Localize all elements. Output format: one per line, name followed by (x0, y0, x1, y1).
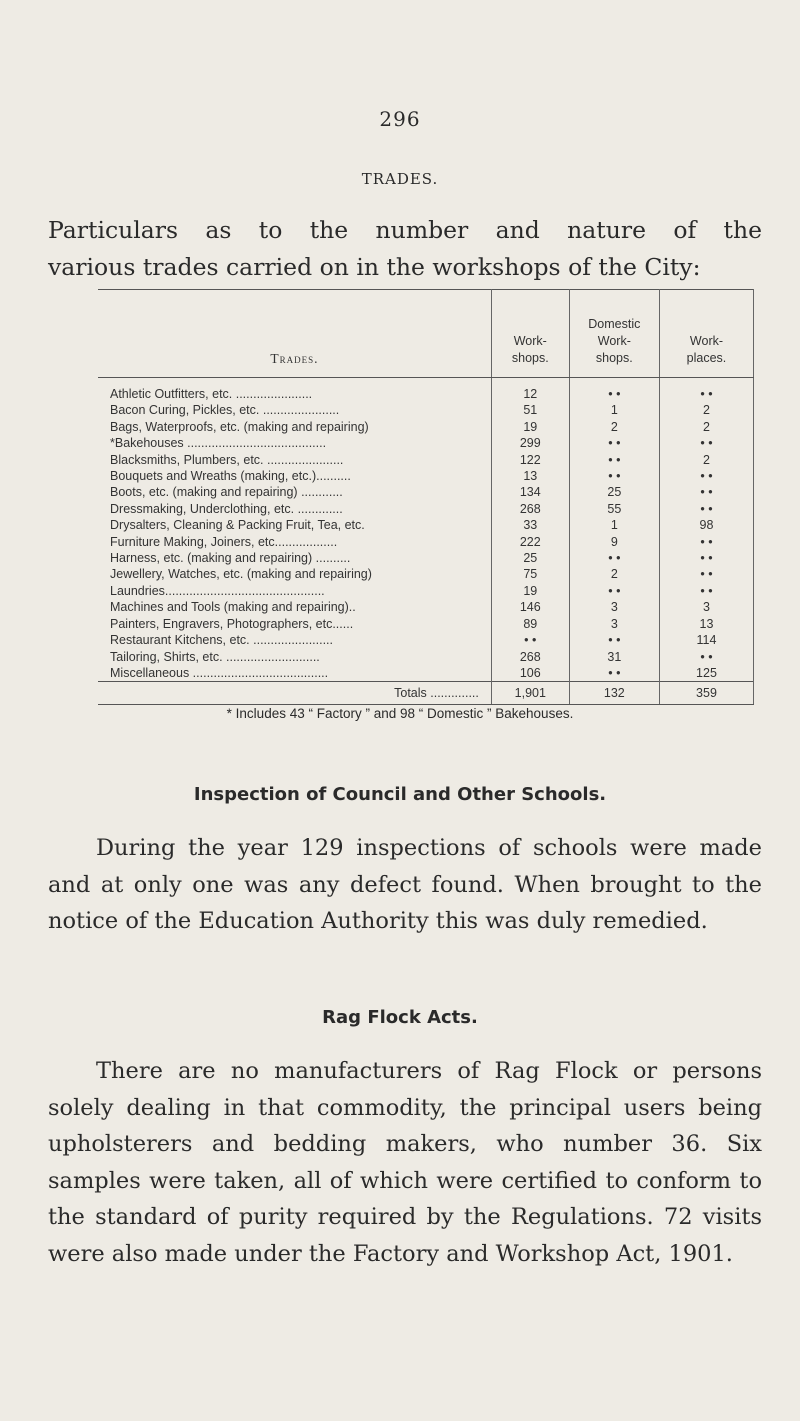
heading-line-2: various trades carried on in the workshops of the City: (48, 253, 701, 281)
workshops-count: 146 (491, 599, 569, 615)
domestic-count: 55 (569, 501, 659, 517)
trade-name: Bouquets and Wreaths (making, etc.).......... (98, 468, 491, 484)
trade-name: Furniture Making, Joiners, etc.................. (98, 534, 491, 550)
table-row (98, 517, 754, 533)
trade-name: Restaurant Kitchens, etc. ....................... (98, 632, 491, 648)
trade-name: Blacksmiths, Plumbers, etc. ...................... (98, 452, 491, 468)
domestic-count: 25 (569, 484, 659, 500)
workshops-count: 222 (491, 534, 569, 550)
table-row (98, 665, 754, 682)
workshops-count: 51 (491, 402, 569, 418)
domestic-count: • • (569, 583, 659, 599)
workplaces-count: • • (659, 583, 753, 599)
totals-label: Totals .............. (98, 682, 491, 705)
trade-name: Jewellery, Watches, etc. (making and repairing) (98, 566, 491, 582)
section-heading-rag-flock: Rag Flock Acts. (322, 1007, 478, 1028)
domestic-count: • • (569, 435, 659, 451)
domestic-count: • • (569, 468, 659, 484)
section-text-rag-flock: There are no manufacturers of Rag Flock or persons solely dealing in that commodity, the principal users being upholsterers and bedding makers, who number 36. Six samples were taken, all of which were certified to conform to the standard of purity required by the Regulations. 72 visits were also made under the Factory and Workshop Act, 1901. (48, 1058, 762, 1267)
table-row (98, 534, 754, 550)
workshops-count: 106 (491, 665, 569, 682)
header-workplaces-line1: Work- (689, 334, 724, 348)
trade-name: Boots, etc. (making and repairing) ............ (98, 484, 491, 500)
workshops-count: 25 (491, 550, 569, 566)
table-row (98, 452, 754, 468)
trades-table (98, 289, 754, 705)
workplaces-count: 3 (659, 599, 753, 615)
workshops-count: 75 (491, 566, 569, 582)
workplaces-count: • • (659, 566, 753, 582)
table-row (98, 566, 754, 582)
workplaces-count: 2 (659, 452, 753, 468)
totals-workshops: 1,901 (491, 682, 569, 705)
workplaces-count: 98 (659, 517, 753, 533)
workplaces-count: • • (659, 378, 753, 403)
table-row (98, 599, 754, 615)
table-row (98, 468, 754, 484)
table-row (98, 649, 754, 665)
table-row (98, 419, 754, 435)
workshops-count: 19 (491, 583, 569, 599)
trade-name: Laundries.............................................. (98, 583, 491, 599)
domestic-count: • • (569, 378, 659, 403)
header-domestic-line1: Domestic (588, 317, 641, 331)
workshops-count: 33 (491, 517, 569, 533)
table-row (98, 501, 754, 517)
trade-name: Miscellaneous ....................................... (98, 665, 491, 682)
page-number: 296 (379, 107, 421, 131)
trade-name: Machines and Tools (making and repairing).. (98, 599, 491, 615)
header-workplaces-line2: places. (686, 351, 727, 365)
workshops-count: 89 (491, 616, 569, 632)
trade-name: *Bakehouses ........................................ (98, 435, 491, 451)
domestic-count: • • (569, 452, 659, 468)
domestic-count: 1 (569, 402, 659, 418)
table-row (98, 550, 754, 566)
totals-domestic: 132 (569, 682, 659, 705)
totals-row (98, 682, 754, 705)
table-row (98, 616, 754, 632)
totals-workplaces: 359 (659, 682, 753, 705)
footnote: * Includes 43 “ Factory ” and 98 “ Domestic ” Bakehouses. (226, 706, 574, 721)
trade-name: Bacon Curing, Pickles, etc. ...................... (98, 402, 491, 418)
workshops-count: 268 (491, 501, 569, 517)
workshops-count: 134 (491, 484, 569, 500)
workplaces-count: • • (659, 435, 753, 451)
trade-name: Bags, Waterproofs, etc. (making and repairing) (98, 419, 491, 435)
workplaces-count: • • (659, 468, 753, 484)
workshops-count: 19 (491, 419, 569, 435)
table-row (98, 435, 754, 451)
running-head: TRADES. (361, 170, 439, 188)
domestic-count: • • (569, 632, 659, 648)
workshops-count: 13 (491, 468, 569, 484)
workshops-count: 122 (491, 452, 569, 468)
trade-name: Painters, Engravers, Photographers, etc...... (98, 616, 491, 632)
workshops-count: 12 (491, 378, 569, 403)
workshops-count: 268 (491, 649, 569, 665)
domestic-count: 2 (569, 566, 659, 582)
domestic-count: 2 (569, 419, 659, 435)
trade-name: Tailoring, Shirts, etc. ........................... (98, 649, 491, 665)
workplaces-count: • • (659, 550, 753, 566)
table-header-row (98, 290, 754, 378)
domestic-count: 3 (569, 616, 659, 632)
table-row (98, 484, 754, 500)
domestic-count: • • (569, 550, 659, 566)
workplaces-count: • • (659, 484, 753, 500)
workplaces-count: • • (659, 534, 753, 550)
header-workshops-line2: shops. (511, 351, 549, 365)
header-trades: Trades. (98, 290, 491, 378)
page-heading (48, 212, 762, 286)
workplaces-count: 114 (659, 632, 753, 648)
header-workshops-line1: Work- (513, 334, 547, 348)
header-domestic-line2: Work- (597, 334, 631, 348)
table-row (98, 378, 754, 403)
domestic-count: • • (569, 665, 659, 682)
trade-name: Drysalters, Cleaning & Packing Fruit, Tea, etc. (98, 517, 491, 533)
heading-line-1: Particulars as to the number and nature of the (48, 216, 762, 244)
trade-name: Athletic Outfitters, etc. ...................... (98, 378, 491, 403)
workplaces-count: 2 (659, 419, 753, 435)
header-workplaces (659, 290, 753, 378)
trade-name: Harness, etc. (making and repairing) .......... (98, 550, 491, 566)
header-workshops (491, 290, 569, 378)
table-row (98, 632, 754, 648)
domestic-count: 9 (569, 534, 659, 550)
trade-name: Dressmaking, Underclothing, etc. ............. (98, 501, 491, 517)
section-heading-schools: Inspection of Council and Other Schools. (193, 784, 607, 805)
workplaces-count: 13 (659, 616, 753, 632)
workplaces-count: 2 (659, 402, 753, 418)
domestic-count: 1 (569, 517, 659, 533)
workplaces-count: • • (659, 501, 753, 517)
domestic-count: 3 (569, 599, 659, 615)
workplaces-count: 125 (659, 665, 753, 682)
table-row (98, 402, 754, 418)
table-row (98, 583, 754, 599)
header-domestic-line3: shops. (595, 351, 633, 365)
section-text-schools: During the year 129 inspections of schools were made and at only one was any defect found. When brought to the notice of the Education Authority this was duly remedied. (48, 835, 762, 934)
workplaces-count: • • (659, 649, 753, 665)
domestic-count: 31 (569, 649, 659, 665)
workshops-count: 299 (491, 435, 569, 451)
workshops-count: • • (491, 632, 569, 648)
header-domestic-workshops (569, 290, 659, 378)
